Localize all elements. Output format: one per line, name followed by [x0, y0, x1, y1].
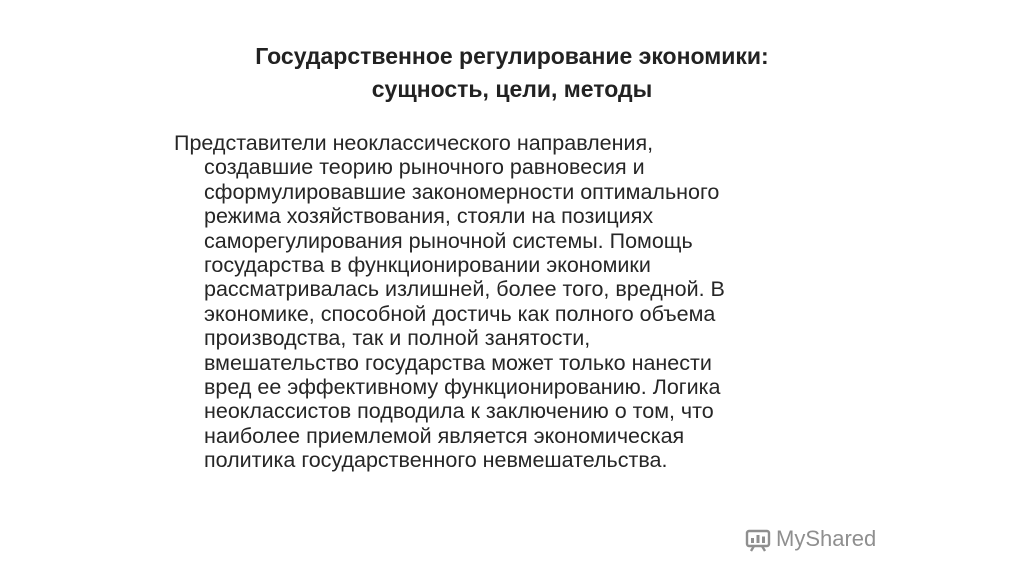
watermark-text: MyShared [776, 526, 877, 551]
slide-title-line-1: Государственное регулирование экономики: [255, 43, 769, 69]
body-line: создавшие теорию рыночного равновесия и [204, 155, 645, 180]
body-line: экономике, способной достичь как полного объема [204, 301, 716, 326]
body-line: сформулировавшие закономерности оптимального [204, 179, 720, 204]
body-line: Представители неоклассического направления, [174, 131, 654, 155]
slide-title [0, 40, 1024, 106]
myshared-logo-icon [745, 526, 771, 552]
body-line: рассматривалась излишней, более того, вредной. В [204, 277, 725, 302]
body-line: саморегулирования рыночной системы. Помощь [204, 228, 693, 253]
myshared-watermark [745, 524, 876, 554]
body-line: производства, так и полной занятости, [204, 326, 591, 351]
body-line: вред ее эффективному функционированию. Логика [204, 375, 721, 400]
body-line: политика государственного невмешательства. [204, 448, 668, 473]
body-line: неоклассистов подводила к заключению о том, что [204, 399, 714, 424]
slide-body-text [174, 131, 814, 473]
body-line: государства в функционировании экономики [204, 253, 651, 278]
body-line: вмешательство государства может только нанести [204, 350, 712, 375]
slide-title-line-2: сущность, цели, методы [371, 76, 653, 102]
body-line: режима хозяйствования, стояли на позициях [204, 204, 654, 229]
body-line: наиболее приемлемой является экономическая [204, 423, 685, 448]
